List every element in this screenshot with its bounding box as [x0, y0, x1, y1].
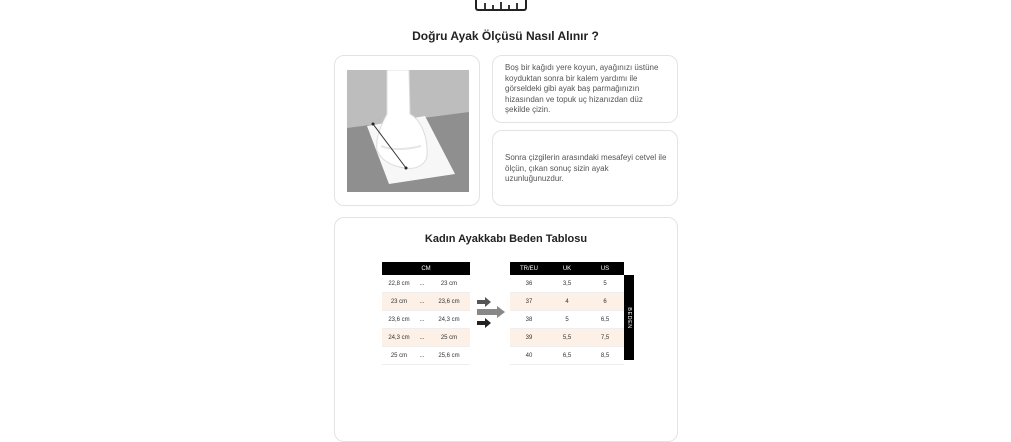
cm-sep: ... [416, 347, 428, 365]
tr-eu-header: TR/EU [510, 262, 548, 275]
table-row [382, 311, 470, 329]
cm-header: CM [382, 262, 470, 275]
us-cell: 6 [586, 293, 624, 311]
step-2-card [492, 130, 678, 206]
cm-from: 23,6 cm [382, 311, 416, 329]
uk-cell: 4 [548, 293, 586, 311]
us-cell: 5 [586, 275, 624, 293]
beden-side-bar [624, 275, 634, 360]
ruler-icon [475, 0, 527, 14]
table-row [382, 293, 470, 311]
table-row [510, 347, 624, 365]
size-table-card [334, 217, 678, 442]
cm-table [382, 262, 470, 365]
size-table-title: Kadın Ayakkabı Beden Tablosu [424, 233, 588, 245]
uk-header: UK [548, 262, 586, 275]
beden-label: BEDEN [626, 306, 632, 329]
uk-cell: 3,5 [548, 275, 586, 293]
table-row [382, 275, 470, 293]
cm-to: 25 cm [428, 329, 470, 347]
us-header: US [586, 262, 624, 275]
foot-measure-image-card [334, 55, 480, 206]
table-row [382, 347, 470, 365]
uk-cell: 6,5 [548, 347, 586, 365]
cm-from: 22,8 cm [382, 275, 416, 293]
tr-eu-cell: 39 [510, 329, 548, 347]
step-2-text: Sonra çizgilerin arasındaki mesafeyi cetvel ile ölçün, çıkan sonuç sizin ayak uzunluğunuzdur. [505, 153, 667, 183]
size-conversion-table [510, 262, 624, 365]
cm-from: 24,3 cm [382, 329, 416, 347]
cm-to: 23,6 cm [428, 293, 470, 311]
cm-to: 25,6 cm [428, 347, 470, 365]
cm-from: 23 cm [382, 293, 416, 311]
page-title: Doğru Ayak Ölçüsü Nasıl Alınır ? [412, 29, 599, 43]
table-row [510, 311, 624, 329]
cm-sep: ... [416, 311, 428, 329]
step-1-text: Boş bir kağıdı yere koyun, ayağınızı üstüne koyduktan sonra bir kalem yardımı ile görseldeki gibi ayak baş parmağınızın hizasından ve topuk uç hizanızdan düz şekilde çizin. [505, 63, 659, 114]
uk-cell: 5 [548, 311, 586, 329]
cm-sep: ... [416, 293, 428, 311]
cm-sep: ... [416, 275, 428, 293]
tr-eu-cell: 38 [510, 311, 548, 329]
us-cell: 8,5 [586, 347, 624, 365]
uk-cell: 5,5 [548, 329, 586, 347]
cm-from: 25 cm [382, 347, 416, 365]
table-row [510, 329, 624, 347]
cm-to: 24,3 cm [428, 311, 470, 329]
us-cell: 6,5 [586, 311, 624, 329]
tr-eu-cell: 36 [510, 275, 548, 293]
tr-eu-cell: 40 [510, 347, 548, 365]
table-row [510, 275, 624, 293]
table-row [382, 329, 470, 347]
tr-eu-cell: 37 [510, 293, 548, 311]
table-row [510, 293, 624, 311]
cm-sep: ... [416, 329, 428, 347]
cm-to: 23 cm [428, 275, 470, 293]
step-1-card [492, 55, 678, 123]
foot-measure-photo [347, 70, 469, 192]
arrows-icon [475, 297, 507, 329]
us-cell: 7,5 [586, 329, 624, 347]
